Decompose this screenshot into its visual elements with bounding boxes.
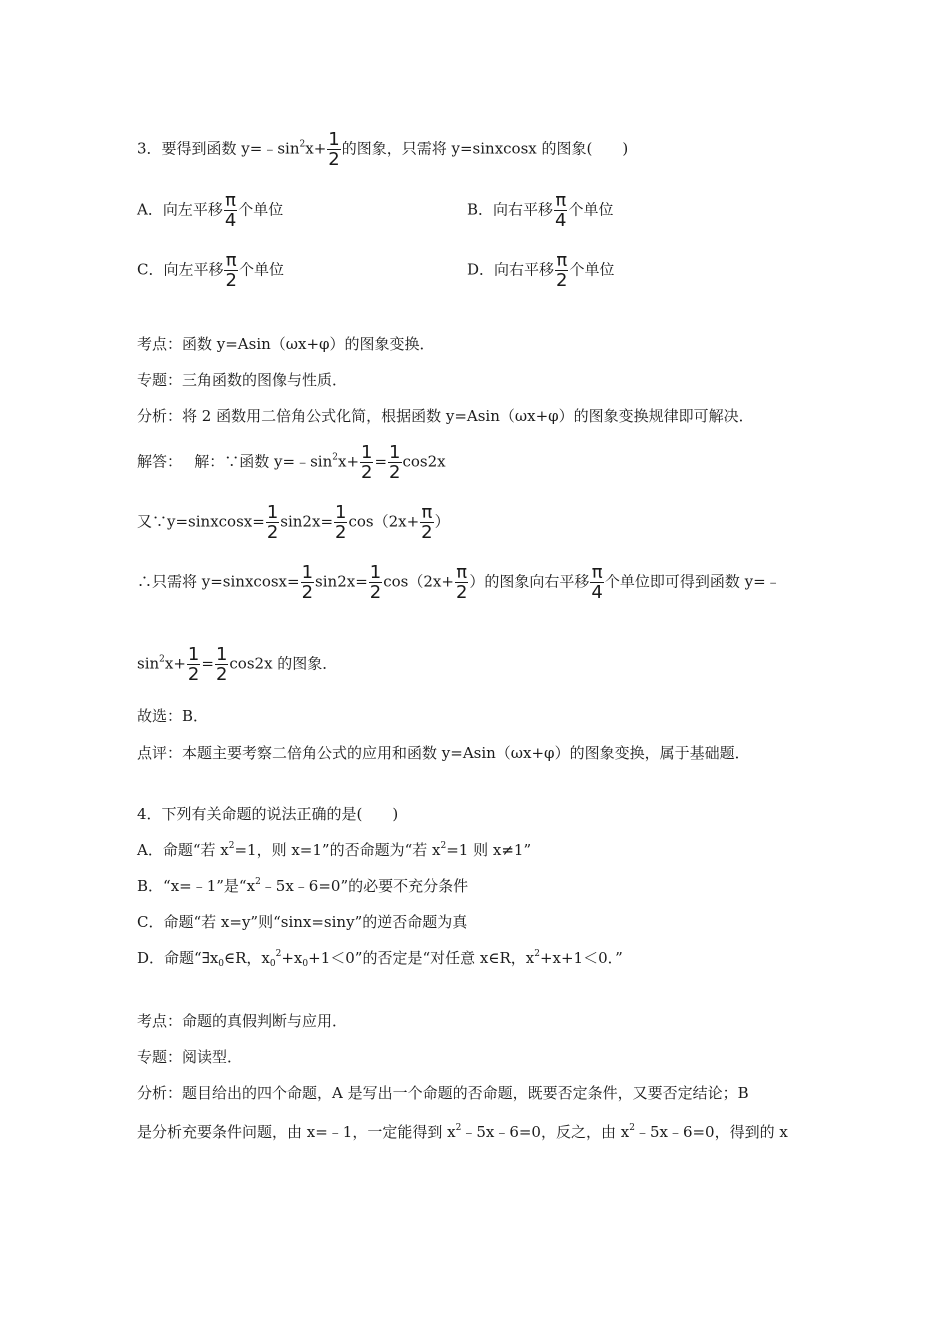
q4d-text-b: ∈R，x [224, 949, 270, 967]
zhi-prefix: ∴只需将 y=sinxcosx= [137, 572, 300, 591]
you-mid-2: cos（2x+ [348, 512, 420, 531]
zhi-mid-1: sin2x= [315, 572, 368, 591]
frac-numerator: 1 [328, 129, 340, 150]
q4d-sup-4: 2 [534, 949, 540, 959]
q4b-sup-1: 2 [255, 877, 261, 887]
fenxi2-sup-2: 2 [629, 1123, 635, 1133]
frac-denominator: 2 [187, 664, 200, 685]
option-fraction [555, 251, 568, 290]
option-label: D．向右平移 [467, 260, 555, 279]
frac-numerator: 1 [335, 502, 347, 523]
frac-numerator: π [225, 250, 237, 271]
q3-zhuanti: 专题：三角函数的图像与性质． [137, 371, 348, 389]
frac-numerator: π [456, 562, 468, 583]
q3-stem-text-c: 的图象，只需将 y=sinxcosx 的图象( ) [341, 139, 629, 158]
q3-option-a [137, 191, 283, 230]
zhi-fraction-2 [369, 563, 382, 602]
q4b-text-a: B．“x=﹣1”是“x [137, 877, 256, 895]
zhi2-fraction-2 [215, 645, 228, 684]
zhi-mid-2: cos（2x+ [383, 572, 454, 591]
q3-you [137, 503, 450, 542]
zhi-fraction-1 [301, 563, 314, 602]
frac-denominator: 4 [555, 210, 567, 231]
frac-numerator: 1 [215, 644, 228, 665]
fenxi2-sup-1: 2 [455, 1123, 462, 1133]
frac-numerator: 1 [187, 644, 200, 665]
option-label: C．向左平移 [137, 260, 224, 279]
fenxi2-text-b: ﹣5x﹣6=0，反之，由 x [461, 1123, 630, 1141]
zhi2-prefix: sin [137, 654, 160, 673]
q3-stem-text-b: x+ [305, 139, 327, 158]
q4a-sup-1: 2 [228, 841, 235, 851]
frac-denominator: 2 [328, 149, 340, 170]
q4d-sup-2: 2 [275, 949, 282, 959]
q3-zhi-continued [137, 645, 337, 684]
q4d-sub-3: 0 [302, 959, 309, 969]
option-tail: 个单位 [238, 200, 284, 219]
frac-denominator: 2 [215, 664, 228, 685]
q3-kaodian: 考点：函数 y=Asin（ωx+φ）的图象变换． [137, 335, 435, 353]
option-fraction [224, 191, 237, 230]
frac-denominator: 2 [556, 270, 568, 291]
you-mid-1: sin2x= [280, 512, 334, 531]
q4-option-c: C．命题“若 x=y”则“sinx=siny”的逆否命题为真 [137, 913, 468, 931]
jieda-eq: = [374, 452, 388, 471]
you-tail: ） [434, 512, 450, 531]
frac-denominator: 2 [266, 522, 279, 543]
frac-denominator: 2 [335, 522, 347, 543]
q3-option-b [467, 191, 614, 230]
q4d-sub-2: 0 [269, 959, 276, 969]
q4d-text-c: +x [281, 949, 303, 967]
fenxi2-text-a: 是分析充要条件问题，由 x=﹣1，一定能得到 x [137, 1123, 456, 1141]
q3-stem [137, 130, 628, 169]
q3-stem-sup: 2 [299, 139, 306, 150]
you-fraction-1 [266, 503, 279, 542]
you-prefix: 又∵y=sinxcosx= [137, 512, 265, 531]
frac-denominator: 4 [591, 582, 603, 603]
jieda-tail: cos2x [402, 452, 446, 471]
zhi2-eq: = [201, 654, 214, 673]
frac-denominator: 2 [421, 522, 433, 543]
frac-denominator: 2 [225, 270, 237, 291]
frac-numerator: π [555, 190, 567, 211]
q4-option-b [137, 876, 468, 896]
frac-numerator: π [421, 502, 433, 523]
zhi2-sup: 2 [159, 654, 165, 665]
option-label: A．向左平移 [137, 200, 223, 219]
q4d-text-e: +x+1＜0．” [539, 949, 623, 967]
zhi2-fraction-1 [187, 645, 200, 684]
q4-option-d [137, 948, 623, 968]
frac-numerator: π [556, 250, 568, 271]
option-tail: 个单位 [569, 260, 615, 279]
frac-denominator: 2 [361, 462, 373, 483]
jieda-mid: x+ [337, 452, 360, 471]
q4-fenxi-line1: 分析：题目给出的四个命题，A 是写出一个命题的否命题，既要否定条件，又要否定结论；B [137, 1084, 749, 1102]
q4-kaodian: 考点：命题的真假判断与应用． [137, 1012, 348, 1030]
you-fraction-2 [334, 503, 347, 542]
you-fraction-3 [420, 503, 433, 542]
frac-denominator: 2 [389, 462, 401, 483]
q3-stem-text-a: 3．要得到函数 y=﹣sin [137, 139, 300, 158]
frac-numerator: π [225, 190, 236, 211]
q3-fenxi: 分析：将 2 函数用二倍角公式化简，根据函数 y=Asin（ωx+φ）的图象变换规律即可解决． [137, 407, 754, 425]
q3-jieda [137, 443, 446, 482]
frac-numerator: π [591, 562, 603, 583]
frac-denominator: 2 [369, 582, 382, 603]
q3-zhi [137, 563, 781, 602]
q3-option-c [137, 251, 284, 290]
frac-numerator: 1 [361, 442, 373, 463]
frac-numerator: 1 [301, 562, 314, 583]
q3-stem-fraction [327, 130, 340, 169]
zhi2-tail: cos2x 的图象． [229, 654, 338, 673]
jieda-fraction-2 [388, 443, 401, 482]
frac-numerator: 1 [389, 442, 401, 463]
option-fraction [224, 251, 237, 290]
fenxi2-text-c: ﹣5x﹣6=0，得到的 x [634, 1123, 788, 1141]
q4-zhuanti: 专题：阅读型． [137, 1048, 243, 1066]
frac-denominator: 2 [455, 582, 468, 603]
q4d-sub-1: 0 [218, 959, 225, 969]
q3-option-d [467, 251, 615, 290]
option-tail: 个单位 [238, 260, 284, 279]
zhi-tail: 个单位即可得到函数 y=﹣ [604, 572, 781, 591]
zhi-fraction-3 [455, 563, 468, 602]
jieda-prefix: 解答： 解：∵函数 y=﹣sin [137, 452, 333, 471]
option-label: B．向右平移 [467, 200, 554, 219]
option-fraction [554, 191, 567, 230]
q4a-text-c: =1 则 x≠1” [446, 841, 532, 859]
frac-numerator: 1 [369, 562, 382, 583]
q4b-text-b: ﹣5x﹣6=0”的必要不充分条件 [260, 877, 469, 895]
q3-dianping: 点评：本题主要考察二倍角公式的应用和函数 y=Asin（ωx+φ）的图象变换，属于基础题． [137, 744, 750, 762]
jieda-fraction-1 [360, 443, 373, 482]
zhi2-mid: x+ [164, 654, 186, 673]
frac-denominator: 2 [301, 582, 314, 603]
q4-option-a [137, 840, 531, 860]
q4a-sup-2: 2 [440, 841, 447, 851]
q4-stem: 4．下列有关命题的说法正确的是( ) [137, 805, 399, 823]
zhi-mid-3: ）的图象向右平移 [469, 572, 590, 591]
q4a-text-a: A．命题“若 x [137, 841, 229, 859]
q4a-text-b: =1，则 x=1”的否命题为“若 x [234, 841, 441, 859]
option-tail: 个单位 [568, 200, 614, 219]
q4-fenxi-line2 [137, 1122, 788, 1142]
q3-guxuan: 故选：B． [137, 707, 209, 725]
jieda-sup: 2 [332, 452, 338, 463]
q4d-text-a: D．命题“∃x [137, 949, 219, 967]
q4d-text-d: +1＜0”的否定是“对任意 x∈R，x [308, 949, 535, 967]
zhi-fraction-4 [590, 563, 603, 602]
frac-numerator: 1 [266, 502, 279, 523]
frac-denominator: 4 [224, 210, 237, 231]
